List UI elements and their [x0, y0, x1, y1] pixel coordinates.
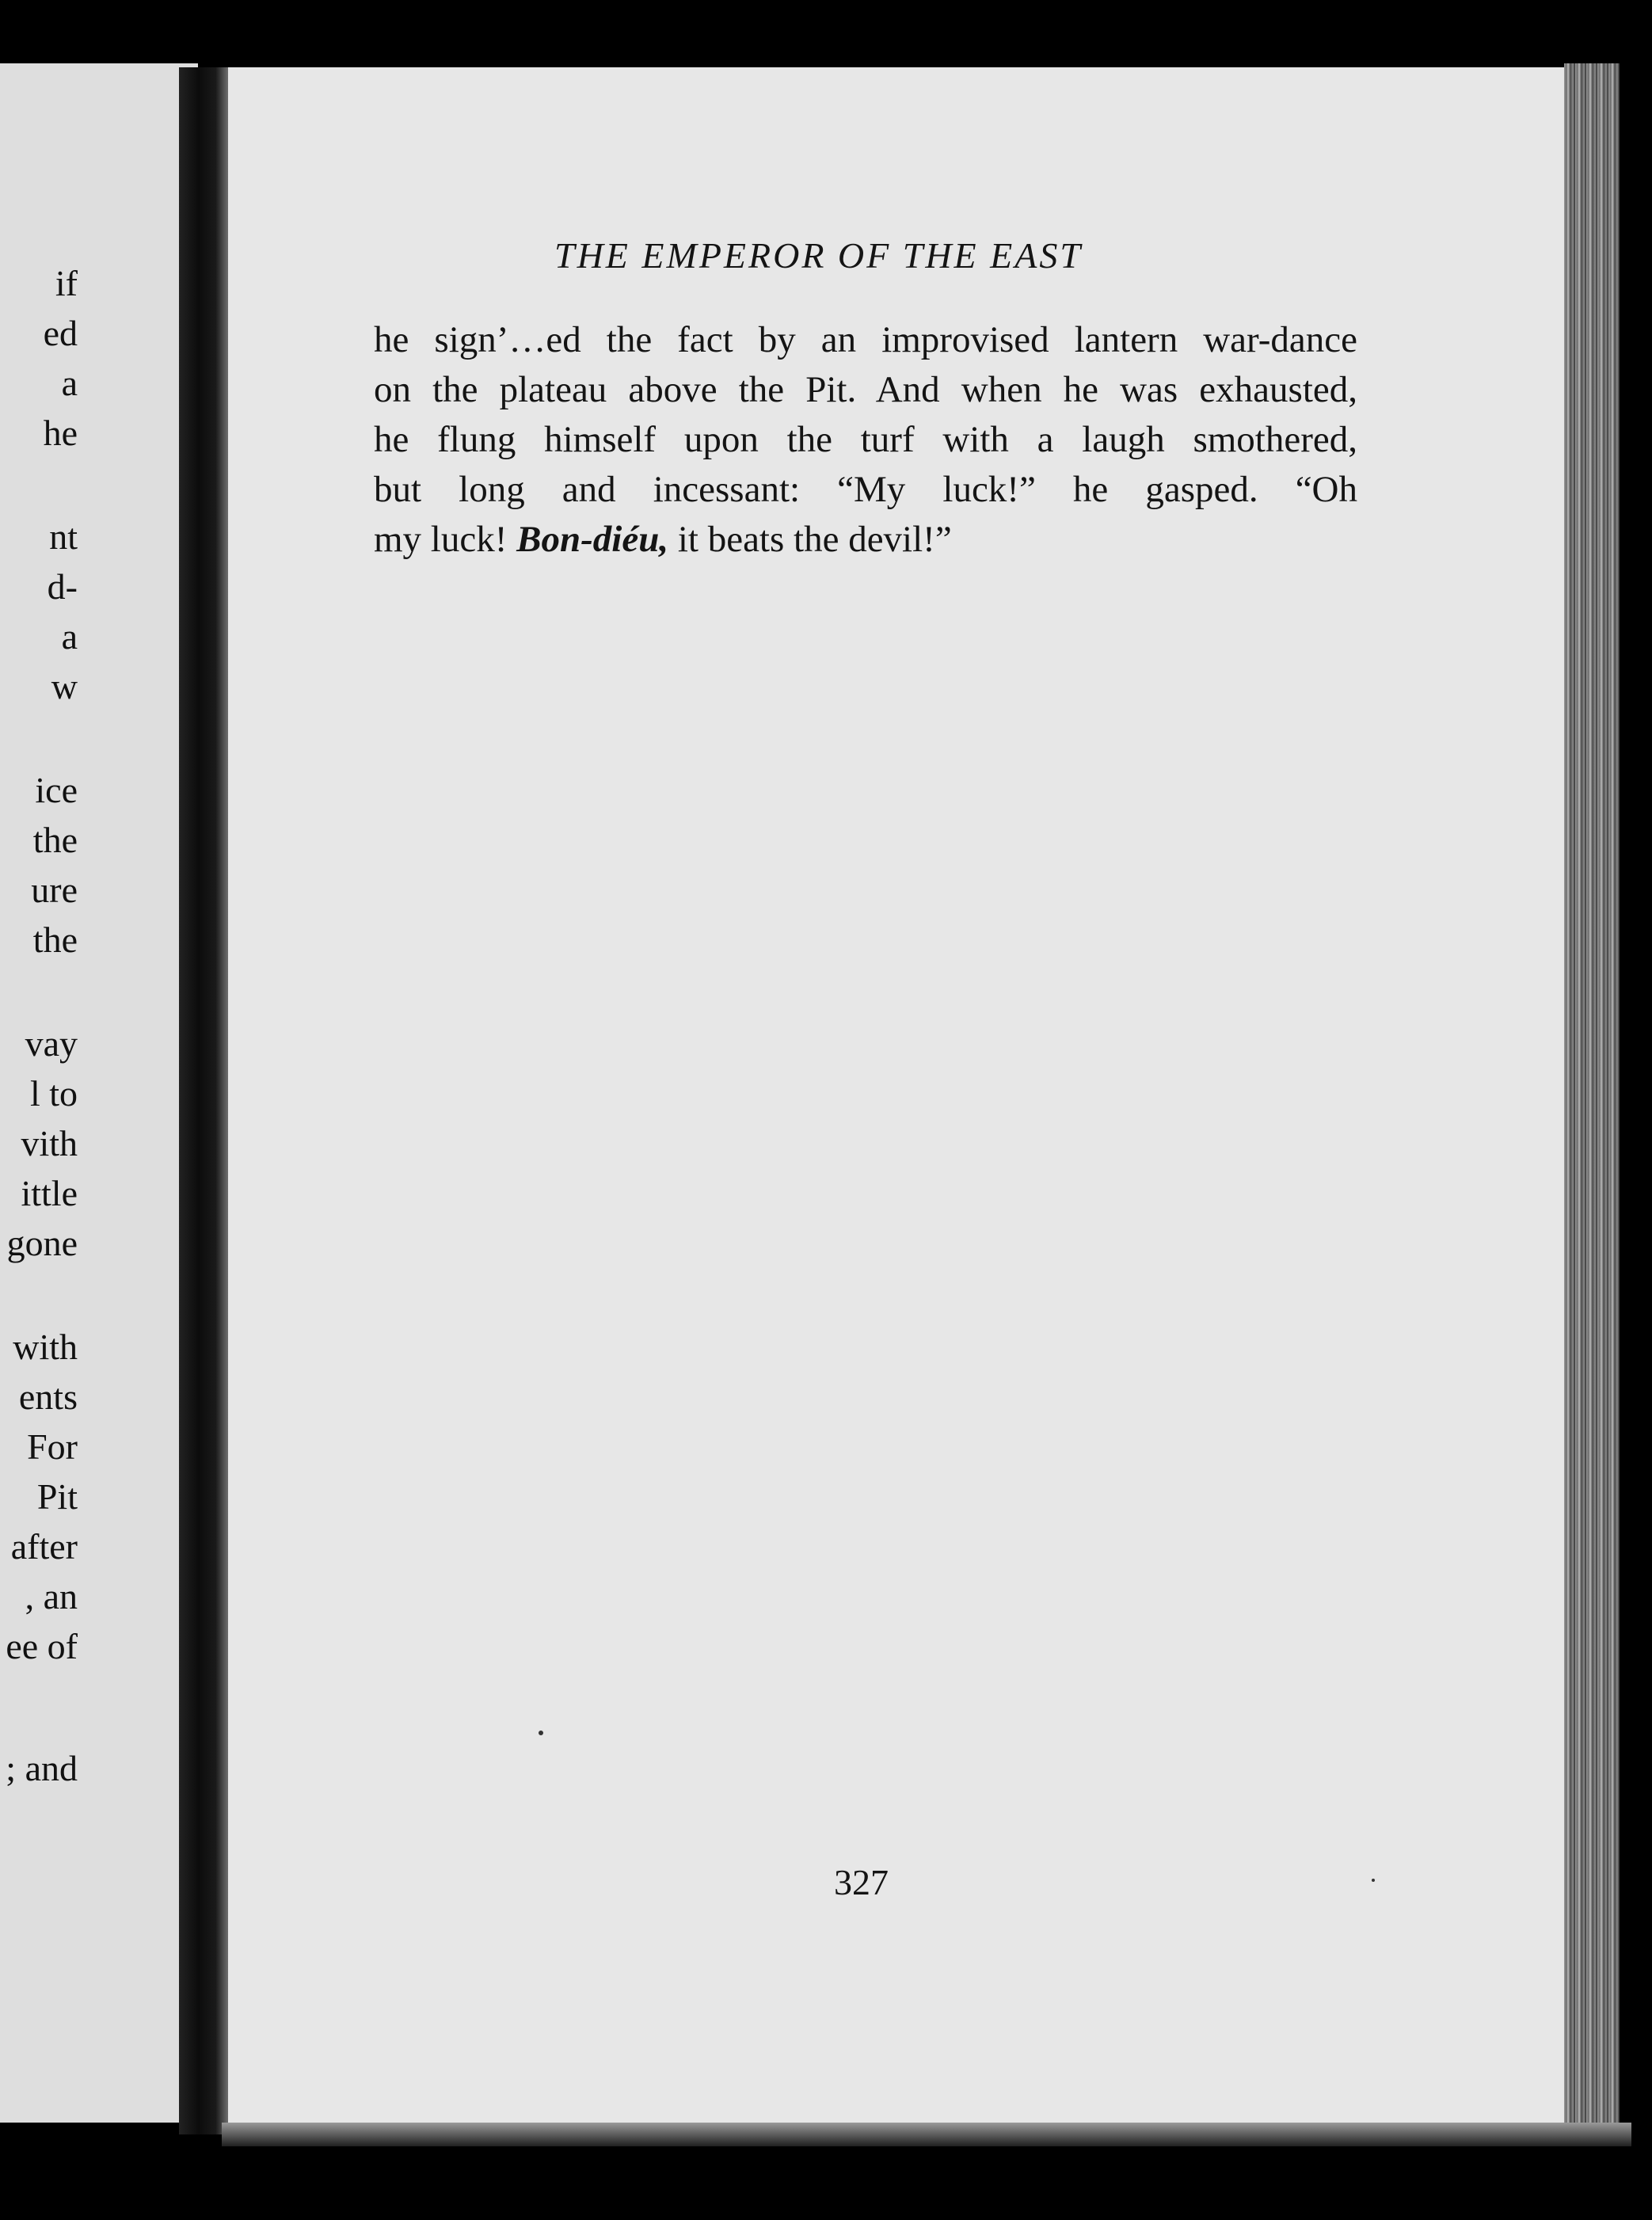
- previous-page-line: ents: [18, 1377, 78, 1417]
- italic-phrase: Bon-diéu,: [516, 519, 669, 560]
- text-line: but long and incessant: “My luck!” he gasped. “Oh: [374, 469, 1357, 510]
- dust-speck: [1372, 1879, 1375, 1882]
- previous-page-line: after: [10, 1526, 78, 1567]
- text-line: on the plateau above the Pit. And when he was exhausted,: [374, 369, 1357, 410]
- text-run: my luck!: [374, 519, 517, 560]
- page-edges: [1564, 63, 1620, 2138]
- previous-page-line: the: [32, 920, 78, 960]
- previous-page-line: gone: [6, 1223, 78, 1263]
- previous-page-line: ure: [31, 870, 78, 910]
- previous-page-fragment: [0, 63, 198, 2123]
- previous-page-line: l to: [29, 1073, 78, 1114]
- binding-gutter: [179, 67, 228, 2134]
- previous-page-line: , an: [25, 1576, 78, 1616]
- previous-page-line: with: [13, 1327, 78, 1367]
- previous-page-line: ed: [43, 313, 78, 353]
- previous-page-line: a: [61, 363, 78, 403]
- previous-page-line: nt: [49, 516, 78, 557]
- body-text: [374, 315, 1357, 565]
- text-line: he sign’…ed the fact by an improvised lantern war-dance: [374, 319, 1357, 360]
- previous-page-line: the: [32, 820, 78, 860]
- previous-page-line: Pit: [36, 1476, 78, 1517]
- previous-page-line: vith: [21, 1123, 78, 1163]
- page-number: 327: [834, 1862, 889, 1902]
- text-run: it beats the devil!”: [668, 519, 952, 560]
- previous-page-text: [0, 63, 198, 2123]
- previous-page-line: he: [43, 413, 78, 453]
- previous-page-line: ee of: [6, 1626, 78, 1666]
- text-line-last: [374, 515, 1357, 565]
- previous-page-line: For: [27, 1426, 78, 1467]
- previous-page-line: w: [51, 666, 78, 706]
- page-bottom-shadow: [222, 2123, 1631, 2146]
- previous-page-line: vay: [25, 1023, 78, 1064]
- previous-page-line: ; and: [6, 1748, 78, 1788]
- running-head: THE EMPEROR OF THE EAST: [554, 235, 1083, 276]
- previous-page-line: if: [55, 263, 78, 303]
- previous-page-line: ittle: [21, 1173, 78, 1213]
- previous-page-line: ice: [35, 770, 78, 810]
- previous-page-line: d-: [47, 566, 78, 607]
- previous-page-line: a: [61, 616, 78, 657]
- text-line: he flung himself upon the turf with a laugh smothered,: [374, 419, 1357, 460]
- dust-speck: [539, 1731, 543, 1735]
